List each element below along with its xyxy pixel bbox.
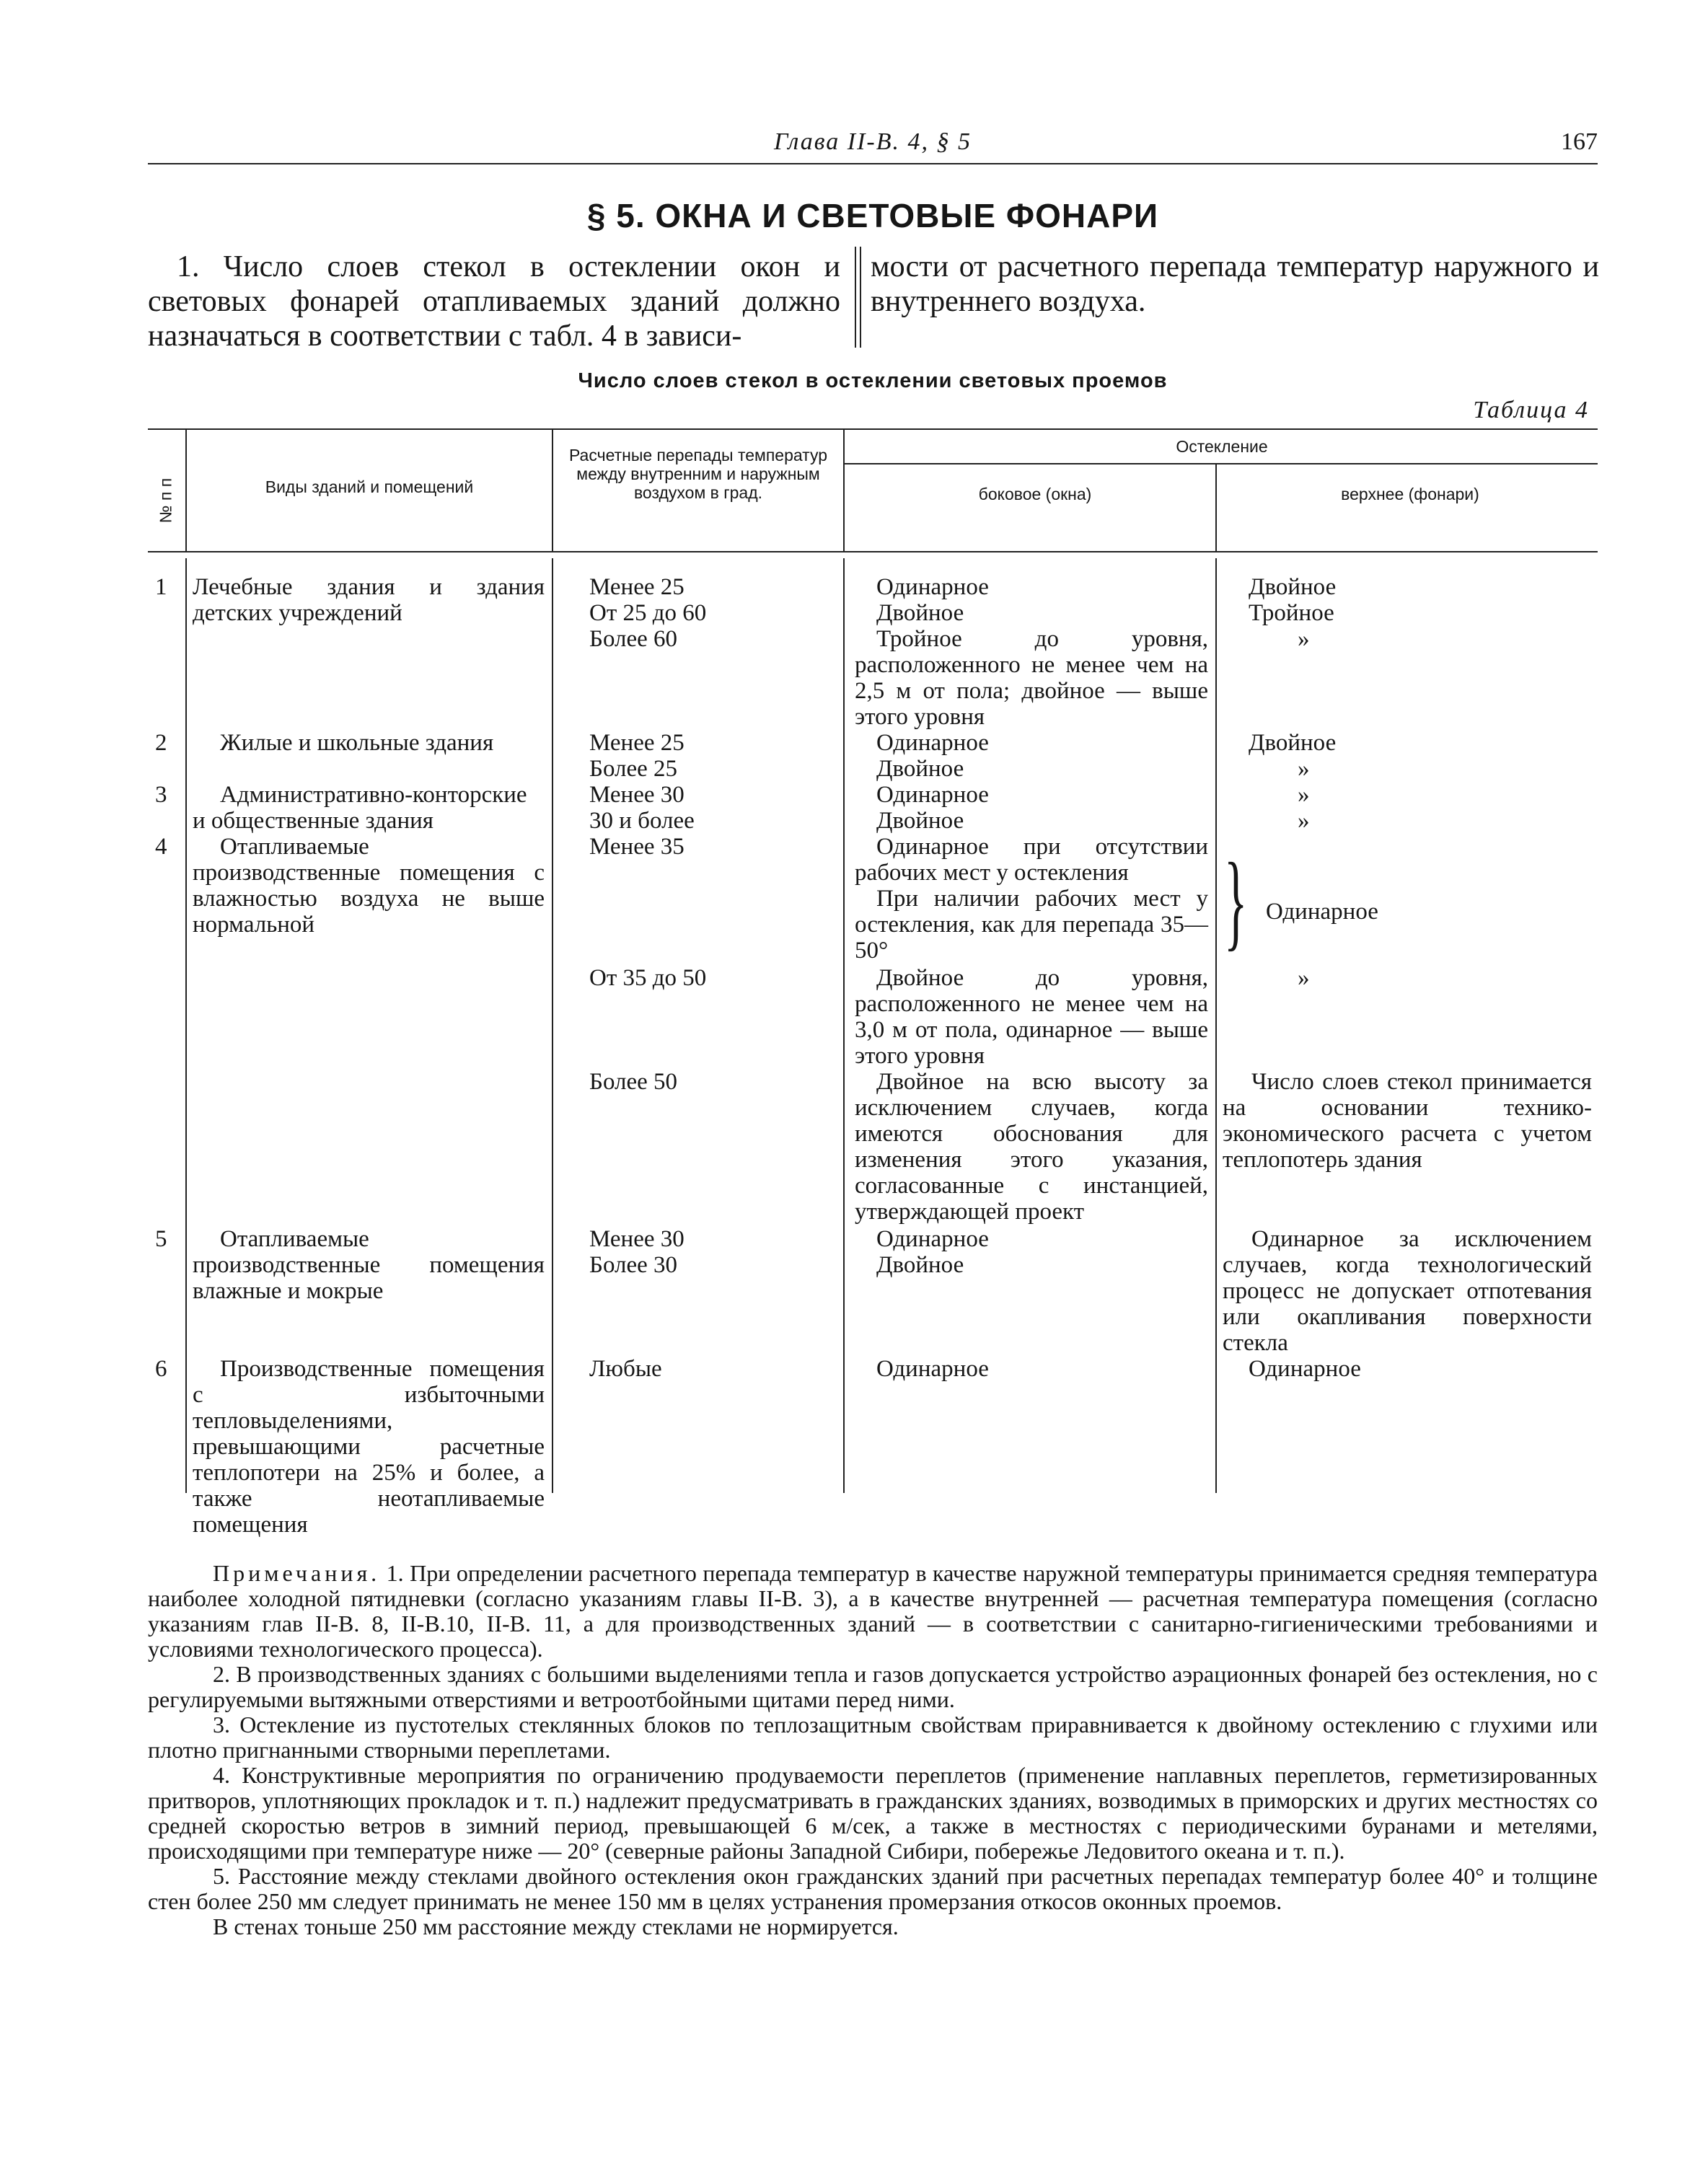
side-glazing: Одинарное при отсутствии рабочих мест у остекления — [855, 834, 1208, 886]
building-type: Производственные помещения с избыточными тепловыделениями, превышающими расчетные теплопотери на 25% и более, а также неотапливаемые помещения — [193, 1356, 545, 1538]
header-building-types: Виды зданий и помещений — [265, 477, 474, 496]
header-temperature: Расчетные перепады температур между внутренним и наружным воздухом в град. — [568, 446, 828, 502]
temp-value: Менее 25 — [589, 574, 684, 600]
note-paragraph: 4. Конструктивные мероприятия по ограничению продуваемости переплетов (применение наплавных переплетов, герметизированных притворов, уплотняющих прокладок и т. п.) надлежит предусматривать в гражданских зданиях, возводимых в приморских и других местностях со средней скоростью ветров в зимний период, превышающей 6 м/сек, а также в местностях с периодическими буранами и метелями, происходящими при температуре ниже — 20° (северные районы Западной Сибири, побережье Ледовитого океана и т. п.). — [148, 1762, 1598, 1864]
note-paragraph: 2. В производственных зданиях с большими выделениями тепла и газов допускается устройство аэрационных фонарей без остекления, но с регулируемыми вытяжными отверстиями и ветроотбойными щитами перед ними. — [148, 1661, 1598, 1712]
row-number: 5 — [155, 1226, 167, 1252]
side-glazing: Двойное до уровня, расположенного не менее чем на 3,0 м от пола, одинарное — выше этого уровня — [855, 965, 1208, 1069]
temp-value: Менее 30 — [589, 782, 684, 808]
row-number: 3 — [155, 782, 167, 808]
column-divider — [552, 428, 553, 551]
side-glazing: Одинарное — [876, 730, 989, 756]
temp-value: Менее 30 — [589, 1226, 684, 1252]
glazing-table — [148, 428, 1598, 1538]
header-rule — [148, 163, 1598, 164]
side-glazing: При наличии рабочих мест у остекления, как для перепада 35—50° — [855, 886, 1208, 964]
header-top-glazing: верхнее (фонари) — [1341, 485, 1479, 503]
top-glazing: » — [1298, 756, 1310, 782]
side-glazing: Двойное — [876, 600, 964, 626]
row-number: 6 — [155, 1356, 167, 1382]
temp-value: Более 25 — [589, 756, 678, 782]
note-paragraph: Примечания. 1. При определении расчетного перепада температур в качестве наружной температуры принимается средняя температура наиболее холодной пятидневки (согласно указаниям главы II-В. 3), а в качестве внутренней — расчетная температура помещения (согласно указаниям глав II-В. 8, II-В.10, II-В. 11, а для производственных зданий — в соответствии с санитарно-гигиеническими требованиями и условиями технологического процесса). — [148, 1560, 1598, 1662]
header-side-glazing: боковое (окна) — [978, 485, 1092, 503]
note-paragraph: В стенах тоньше 250 мм расстояние между стеклами не нормируется. — [213, 1913, 899, 1939]
column-divider — [185, 558, 187, 1493]
building-type: Отапливаемые производственные помещения влажные и мокрые — [193, 1226, 545, 1304]
building-type: Отапливаемые производственные помещения с влажностью воздуха не выше нормальной — [193, 834, 545, 938]
row-number: 4 — [155, 834, 167, 860]
table-caption: Число слоев стекол в остеклении световых проемов — [578, 369, 1168, 392]
note-paragraph: 5. Расстояние между стеклами двойного остекления окон гражданских зданий при расчетных перепадах температур более 40° и толщине стен более 250 мм следует принимать не менее 150 мм в целях устранения промерзания откосов оконных проемов. — [148, 1863, 1598, 1914]
side-glazing: Одинарное — [876, 574, 989, 600]
side-glazing: Двойное — [876, 756, 964, 782]
temp-value: Менее 25 — [589, 730, 684, 756]
notes-heading: Примечания. — [213, 1560, 381, 1586]
top-glazing: » — [1298, 808, 1310, 834]
column-divider — [843, 428, 845, 551]
column-divider — [860, 247, 861, 348]
temp-value: От 35 до 50 — [589, 965, 707, 991]
top-glazing: Двойное — [1249, 730, 1337, 756]
intro-paragraph-left: 1. Число слоев стекол в остеклении окон и световых фонарей отапливаемых зданий должно назначаться в соответствии с табл. 4 в зависи- — [148, 250, 840, 353]
row-number: 1 — [155, 574, 167, 600]
side-glazing: Двойное — [876, 1252, 964, 1278]
top-glazing: » — [1298, 965, 1310, 991]
top-glazing: Одинарное за исключением случаев, когда технологический процесс не допускает отпотевания или окапливания поверхности стекла — [1223, 1226, 1592, 1356]
temp-value: Более 60 — [589, 626, 678, 652]
page-number: 167 — [1561, 128, 1598, 155]
section-title: § 5. ОКНА И СВЕТОВЫЕ ФОНАРИ — [586, 197, 1159, 234]
building-type: Административно-конторские и общественные здания — [193, 782, 527, 834]
top-glazing: » — [1298, 626, 1310, 652]
column-divider — [1215, 463, 1217, 551]
header-number: № п п — [156, 477, 175, 524]
column-divider — [843, 558, 845, 1493]
glazing-header-rule — [843, 463, 1598, 464]
column-divider — [1215, 558, 1217, 1493]
top-glazing: Одинарное — [1266, 899, 1378, 925]
column-divider — [185, 428, 187, 551]
building-type: Жилые и школьные здания — [220, 730, 494, 756]
temp-value: 30 и более — [589, 808, 695, 834]
row-number: 2 — [155, 730, 167, 756]
top-glazing: Число слоев стекол принимается на основании технико-экономического расчета с учетом теплопотерь здания — [1223, 1069, 1592, 1173]
header-bottom-rule — [148, 551, 1598, 552]
temp-value: От 25 до 60 — [589, 600, 707, 626]
column-divider — [855, 247, 856, 348]
intro-paragraph-right: мости от расчетного перепада температур наружного и внутреннего воздуха. — [871, 250, 1599, 318]
side-glazing: Одинарное — [876, 782, 989, 808]
temp-value: Любые — [589, 1356, 662, 1382]
temp-value: Более 50 — [589, 1069, 678, 1095]
brace-symbol: } — [1224, 841, 1248, 961]
header-glazing: Остекление — [1176, 437, 1268, 456]
chapter-reference: Глава II-В. 4, § 5 — [773, 128, 972, 155]
top-glazing: » — [1298, 782, 1310, 808]
building-type: Лечебные здания и здания детских учреждений — [193, 574, 545, 626]
temp-value: Менее 35 — [589, 834, 684, 860]
note-paragraph: 3. Остекление из пустотелых стеклянных блоков по теплозащитным свойствам приравнивается к двойному остеклению с глухими или плотно пригнанными створными переплетами. — [148, 1712, 1598, 1763]
table-label: Таблица 4 — [1473, 397, 1589, 423]
column-divider — [552, 558, 553, 1493]
side-glazing: Одинарное — [876, 1356, 989, 1382]
notes-section — [148, 1561, 1598, 1939]
top-glazing: Двойное — [1249, 574, 1337, 600]
top-glazing: Тройное — [1249, 600, 1334, 626]
running-header — [148, 128, 1598, 166]
side-glazing: Одинарное — [876, 1226, 989, 1252]
side-glazing: Двойное на всю высоту за исключением случаев, когда имеются обоснования для изменения этого указания, согласованные с инстанцией, утверждающей проект — [855, 1069, 1208, 1225]
temp-value: Более 30 — [589, 1252, 678, 1278]
side-glazing: Тройное до уровня, расположенного не менее чем на 2,5 м от пола; двойное — выше этого уровня — [855, 626, 1208, 730]
table-top-rule — [148, 428, 1598, 430]
side-glazing: Двойное — [876, 808, 964, 834]
top-glazing: Одинарное — [1249, 1356, 1361, 1382]
